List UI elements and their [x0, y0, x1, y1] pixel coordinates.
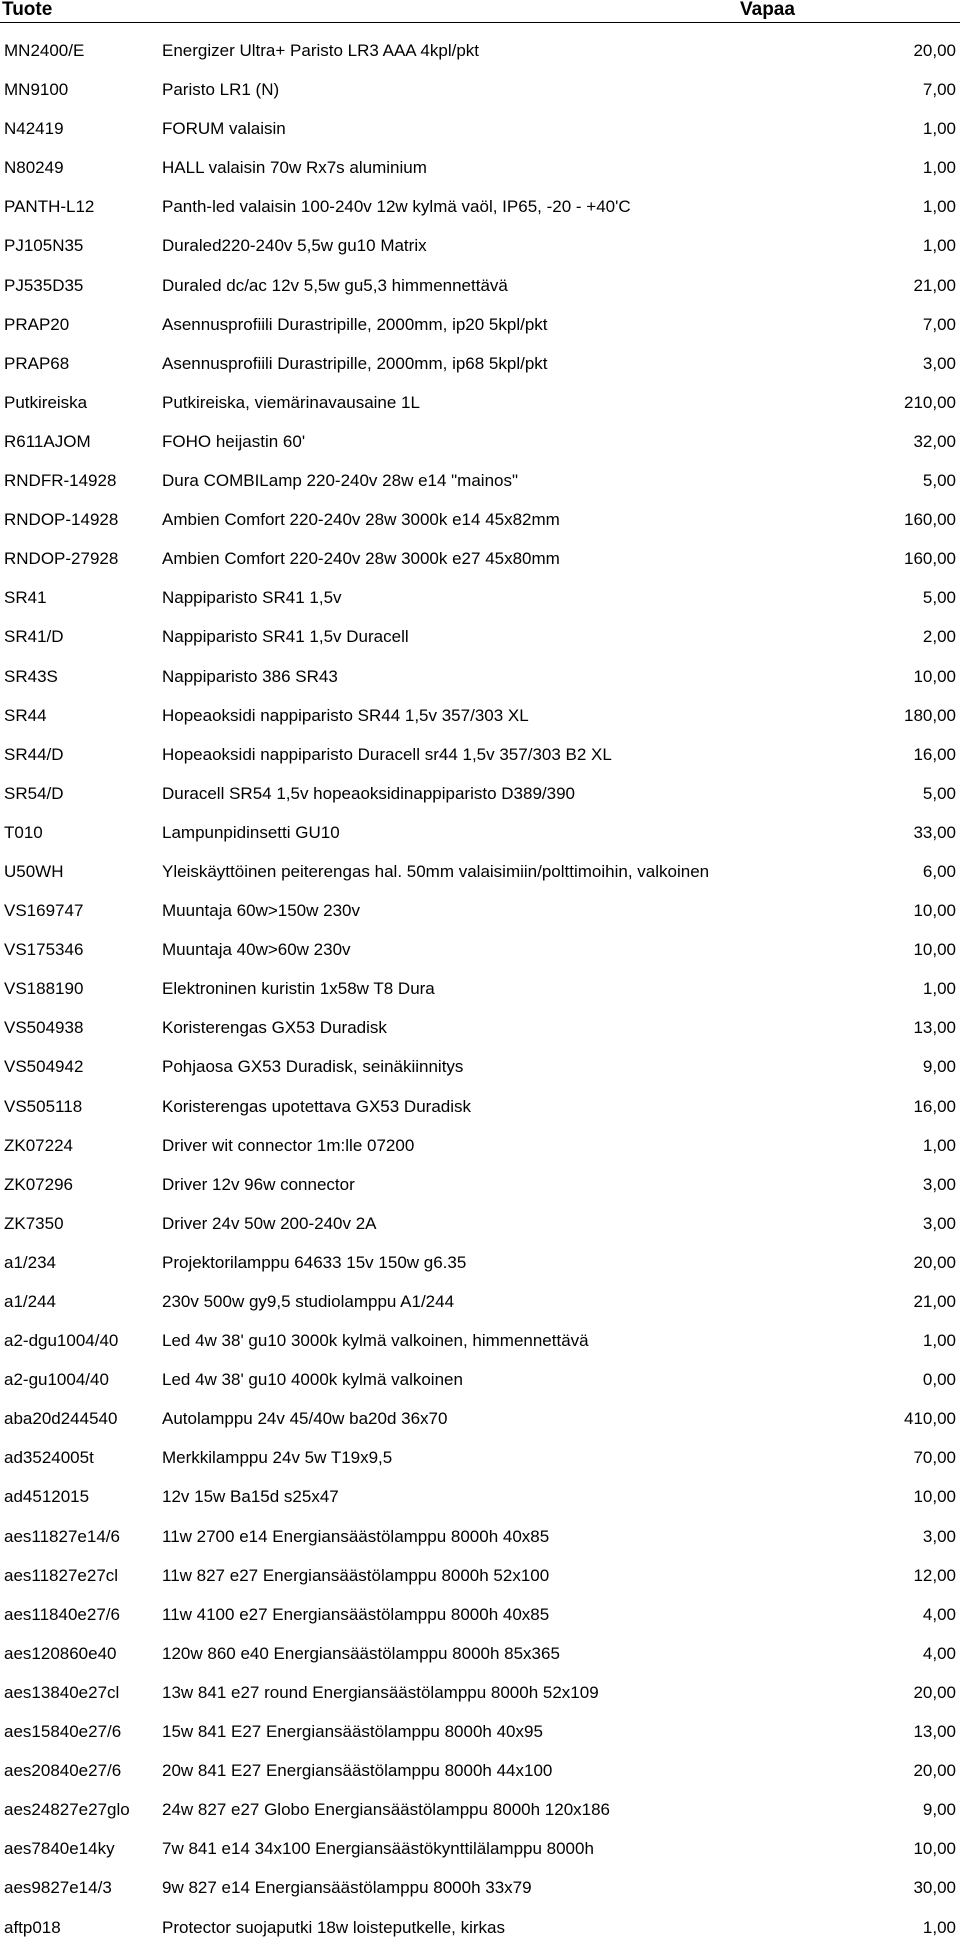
available-quantity: 1,00 [922, 1331, 956, 1351]
product-description: Duraled220-240v 5,5w gu10 Matrix [162, 236, 427, 256]
table-row [0, 657, 960, 696]
product-description: 13w 841 e27 round Energiansäästölamppu 8000h 52x109 [162, 1682, 599, 1702]
table-row [0, 1087, 960, 1126]
product-code: ZK07296 [4, 1174, 73, 1194]
available-quantity: 5,00 [922, 588, 956, 608]
product-description: Driver 24v 50w 200-240v 2A [162, 1213, 377, 1233]
available-quantity: 12,00 [913, 1565, 956, 1585]
product-description: Asennusprofiili Durastripille, 2000mm, ip68 5kpl/pkt [162, 353, 548, 373]
table-row [0, 617, 960, 656]
product-code: a2-dgu1004/40 [4, 1331, 119, 1351]
product-code: SR44 [4, 705, 47, 725]
available-quantity: 16,00 [913, 744, 956, 764]
product-code: PRAP68 [4, 353, 70, 373]
product-code: PRAP20 [4, 314, 70, 334]
product-code: MN2400/E [4, 41, 85, 60]
product-description: 9w 827 e14 Energiansäästölamppu 8000h 33x79 [162, 1878, 532, 1898]
product-description: 11w 4100 e27 Energiansäästölamppu 8000h 40x85 [162, 1604, 550, 1624]
product-code: aes11827e14/6 [4, 1526, 120, 1546]
available-quantity: 1,00 [922, 158, 956, 178]
product-description: Protector suojaputki 18w loisteputkelle, kirkas [162, 1917, 505, 1937]
product-code: N42419 [4, 119, 64, 139]
available-quantity: 3,00 [922, 1174, 956, 1194]
product-code: VS188190 [4, 979, 84, 999]
available-quantity: 160,00 [904, 549, 956, 569]
product-list [0, 31, 960, 1947]
product-code: R611AJOM [4, 431, 91, 451]
available-quantity: 9,00 [922, 1057, 956, 1077]
product-code: RNDOP-14928 [4, 510, 119, 530]
table-row [0, 1008, 960, 1047]
available-quantity: 20,00 [913, 1682, 956, 1702]
available-quantity: 410,00 [904, 1409, 956, 1429]
product-description: Muuntaja 60w>150w 230v [162, 901, 360, 921]
table-row [0, 1829, 960, 1868]
available-quantity: 10,00 [913, 1487, 956, 1507]
table-row [0, 383, 960, 422]
table-row [0, 422, 960, 461]
table-row [0, 1165, 960, 1204]
available-quantity: 13,00 [913, 1018, 956, 1038]
available-quantity: 20,00 [913, 1761, 956, 1781]
available-quantity: 21,00 [913, 275, 956, 295]
table-row [0, 1204, 960, 1243]
available-quantity: 180,00 [904, 705, 956, 725]
product-description: Panth-led valaisin 100-240v 12w kylmä vaöl, IP65, -20 - +40'C [162, 197, 631, 217]
product-description: Asennusprofiili Durastripille, 2000mm, ip20 5kpl/pkt [162, 314, 548, 334]
table-row [0, 891, 960, 930]
product-code: aes9827e14/3 [4, 1878, 112, 1898]
available-quantity: 21,00 [913, 1292, 956, 1311]
product-code: T010 [4, 822, 43, 842]
product-description: Lampunpidinsetti GU10 [162, 822, 340, 842]
product-description: Led 4w 38' gu10 4000k kylmä valkoinen [162, 1370, 463, 1390]
product-description: FOHO heijastin 60' [162, 431, 306, 451]
available-quantity: 7,00 [922, 314, 956, 334]
product-description: Elektroninen kuristin 1x58w T8 Dura [162, 979, 435, 999]
product-description: Nappiparisto 386 SR43 [162, 666, 338, 686]
available-quantity: 4,00 [922, 1604, 956, 1624]
column-header-available: Vapaa [740, 0, 795, 20]
table-row [0, 1517, 960, 1556]
product-code: aba20d244540 [4, 1409, 118, 1429]
product-description: 11w 2700 e14 Energiansäästölamppu 8000h 40x85 [162, 1526, 550, 1546]
product-description: FORUM valaisin [162, 119, 286, 139]
table-row [0, 109, 960, 148]
product-code: ad4512015 [4, 1487, 90, 1507]
available-quantity: 1,00 [922, 979, 956, 999]
product-description: Muuntaja 40w>60w 230v [162, 940, 351, 960]
product-description: 11w 827 e27 Energiansäästölamppu 8000h 52x100 [162, 1565, 550, 1585]
table-row [0, 344, 960, 383]
available-quantity: 210,00 [904, 392, 956, 412]
available-quantity: 70,00 [913, 1448, 956, 1468]
available-quantity: 13,00 [913, 1722, 956, 1742]
product-description: 7w 841 e14 34x100 Energiansäästökynttilälamppu 8000h [162, 1839, 594, 1859]
product-description: 12v 15w Ba15d s25x47 [162, 1487, 339, 1507]
available-quantity: 3,00 [922, 1213, 956, 1233]
product-code: aes13840e27cl [4, 1682, 120, 1702]
product-description: Driver wit connector 1m:lle 07200 [162, 1135, 415, 1155]
product-description: Koristerengas GX53 Duradisk [162, 1018, 387, 1038]
available-quantity: 1,00 [922, 119, 956, 139]
product-code: SR43S [4, 666, 58, 686]
product-description: 120w 860 e40 Energiansäästölamppu 8000h 85x365 [162, 1643, 560, 1663]
product-code: PANTH-L12 [4, 197, 95, 217]
product-code: VS505118 [4, 1096, 83, 1116]
product-description: Duraled dc/ac 12v 5,5w gu5,3 himmennettävä [162, 275, 508, 295]
table-row [0, 1751, 960, 1790]
table-row [0, 226, 960, 265]
product-code: aes15840e27/6 [4, 1722, 122, 1742]
table-row [0, 930, 960, 969]
table-row [0, 1282, 960, 1321]
product-code: aes120860e40 [4, 1643, 117, 1663]
product-code: ZK7350 [4, 1213, 64, 1233]
product-code: N80249 [4, 158, 64, 178]
product-description: Projektorilamppu 64633 15v 150w g6.35 [162, 1252, 467, 1272]
product-code: PJ105N35 [4, 236, 84, 256]
available-quantity: 5,00 [922, 471, 956, 491]
table-row [0, 305, 960, 344]
product-code: aes7840e14ky [4, 1839, 115, 1859]
available-quantity: 1,00 [922, 236, 956, 256]
available-quantity: 10,00 [913, 1839, 956, 1859]
table-row [0, 1556, 960, 1595]
product-description: Koristerengas upotettava GX53 Duradisk [162, 1096, 472, 1116]
table-row [0, 148, 960, 187]
table-row [0, 539, 960, 578]
product-code: SR44/D [4, 744, 64, 764]
product-description: Led 4w 38' gu10 3000k kylmä valkoinen, himmennettävä [162, 1331, 589, 1351]
table-row [0, 578, 960, 617]
column-header-product: Tuote [2, 0, 53, 20]
product-description: Hopeaoksidi nappiparisto SR44 1,5v 357/303 XL [162, 705, 529, 725]
product-code: aes11827e27cl [4, 1565, 119, 1585]
available-quantity: 3,00 [922, 353, 956, 373]
table-row [0, 1673, 960, 1712]
table-row [0, 1360, 960, 1399]
product-description: Merkkilamppu 24v 5w T19x9,5 [162, 1448, 393, 1468]
table-row [0, 774, 960, 813]
table-row [0, 1438, 960, 1477]
available-quantity: 1,00 [922, 1917, 956, 1937]
available-quantity: 20,00 [913, 41, 956, 60]
product-description: Nappiparisto SR41 1,5v Duracell [162, 627, 409, 647]
product-code: VS504942 [4, 1057, 84, 1077]
product-description: Energizer Ultra+ Paristo LR3 AAA 4kpl/pkt [162, 41, 480, 60]
available-quantity: 5,00 [922, 783, 956, 803]
product-description: Nappiparisto SR41 1,5v [162, 588, 342, 608]
product-description: HALL valaisin 70w Rx7s aluminium [162, 158, 427, 178]
table-row [0, 696, 960, 735]
product-code: aftp018 [4, 1917, 61, 1937]
available-quantity: 16,00 [913, 1096, 956, 1116]
product-code: SR54/D [4, 783, 64, 803]
table-row [0, 1712, 960, 1751]
available-quantity: 3,00 [922, 1526, 956, 1546]
table-row [0, 266, 960, 305]
product-code: ZK07224 [4, 1135, 73, 1155]
product-code: U50WH [4, 861, 64, 881]
available-quantity: 20,00 [913, 1252, 956, 1272]
available-quantity: 10,00 [913, 901, 956, 921]
table-row [0, 1790, 960, 1829]
product-code: MN9100 [4, 80, 69, 100]
product-code: VS175346 [4, 940, 84, 960]
product-description: 24w 827 e27 Globo Energiansäästölamppu 8000h 120x186 [162, 1800, 611, 1820]
product-code: RNDOP-27928 [4, 549, 119, 569]
table-row [0, 1595, 960, 1634]
product-code: SR41/D [4, 627, 64, 647]
product-description: Paristo LR1 (N) [162, 80, 280, 100]
available-quantity: 1,00 [922, 197, 956, 217]
table-header [0, 0, 960, 23]
table-row [0, 813, 960, 852]
table-row [0, 187, 960, 226]
product-code: VS504938 [4, 1018, 84, 1038]
available-quantity: 1,00 [922, 1135, 956, 1155]
table-row [0, 1126, 960, 1165]
product-code: RNDFR-14928 [4, 471, 117, 491]
product-description: Yleiskäyttöinen peiterengas hal. 50mm valaisimiin/polttimoihin, valkoinen [162, 861, 710, 881]
product-description: Putkireiska, viemärinavausaine 1L [162, 392, 420, 412]
product-code: aes24827e27glo [4, 1800, 130, 1820]
table-row [0, 70, 960, 109]
product-description: 15w 841 E27 Energiansäästölamppu 8000h 40x95 [162, 1722, 543, 1742]
available-quantity: 6,00 [922, 861, 956, 881]
table-row [0, 1477, 960, 1516]
product-description: Driver 12v 96w connector [162, 1174, 355, 1194]
product-description: 230v 500w gy9,5 studiolamppu A1/244 [162, 1292, 455, 1311]
table-row [0, 1047, 960, 1086]
product-description: Duracell SR54 1,5v hopeaoksidinappiparisto D389/390 [162, 783, 575, 803]
product-description: Dura COMBILamp 220-240v 28w e14 "mainos" [162, 471, 519, 491]
product-code: a1/234 [4, 1252, 56, 1272]
table-row [0, 1634, 960, 1673]
product-code: Putkireiska [4, 392, 88, 412]
table-row [0, 461, 960, 500]
available-quantity: 10,00 [913, 940, 956, 960]
available-quantity: 2,00 [922, 627, 956, 647]
table-row [0, 500, 960, 539]
available-quantity: 30,00 [913, 1878, 956, 1898]
product-code: aes11840e27/6 [4, 1604, 120, 1624]
available-quantity: 0,00 [922, 1370, 956, 1390]
available-quantity: 33,00 [913, 822, 956, 842]
available-quantity: 4,00 [922, 1643, 956, 1663]
product-code: VS169747 [4, 901, 84, 921]
product-code: a2-gu1004/40 [4, 1370, 109, 1390]
available-quantity: 32,00 [913, 431, 956, 451]
table-row [0, 852, 960, 891]
table-row [0, 1399, 960, 1438]
product-description: Pohjaosa GX53 Duradisk, seinäkiinnitys [162, 1057, 464, 1077]
table-row [0, 969, 960, 1008]
product-description: 20w 841 E27 Energiansäästölamppu 8000h 44x100 [162, 1761, 553, 1781]
table-row [0, 31, 960, 70]
product-code: PJ535D35 [4, 275, 84, 295]
table-row [0, 1321, 960, 1360]
product-description: Ambien Comfort 220-240v 28w 3000k e14 45x82mm [162, 510, 560, 530]
product-description: Hopeaoksidi nappiparisto Duracell sr44 1,5v 357/303 B2 XL [162, 744, 612, 764]
product-description: Ambien Comfort 220-240v 28w 3000k e27 45x80mm [162, 549, 560, 569]
available-quantity: 9,00 [922, 1800, 956, 1820]
table-row [0, 735, 960, 774]
product-code: SR41 [4, 588, 47, 608]
available-quantity: 160,00 [904, 510, 956, 530]
product-code: aes20840e27/6 [4, 1761, 122, 1781]
available-quantity: 10,00 [913, 666, 956, 686]
product-description: Autolamppu 24v 45/40w ba20d 36x70 [162, 1409, 448, 1429]
product-code: a1/244 [4, 1292, 56, 1311]
table-row [0, 1868, 960, 1907]
table-row [0, 1908, 960, 1947]
product-code: ad3524005t [4, 1448, 94, 1468]
available-quantity: 7,00 [922, 80, 956, 100]
table-row [0, 1243, 960, 1282]
